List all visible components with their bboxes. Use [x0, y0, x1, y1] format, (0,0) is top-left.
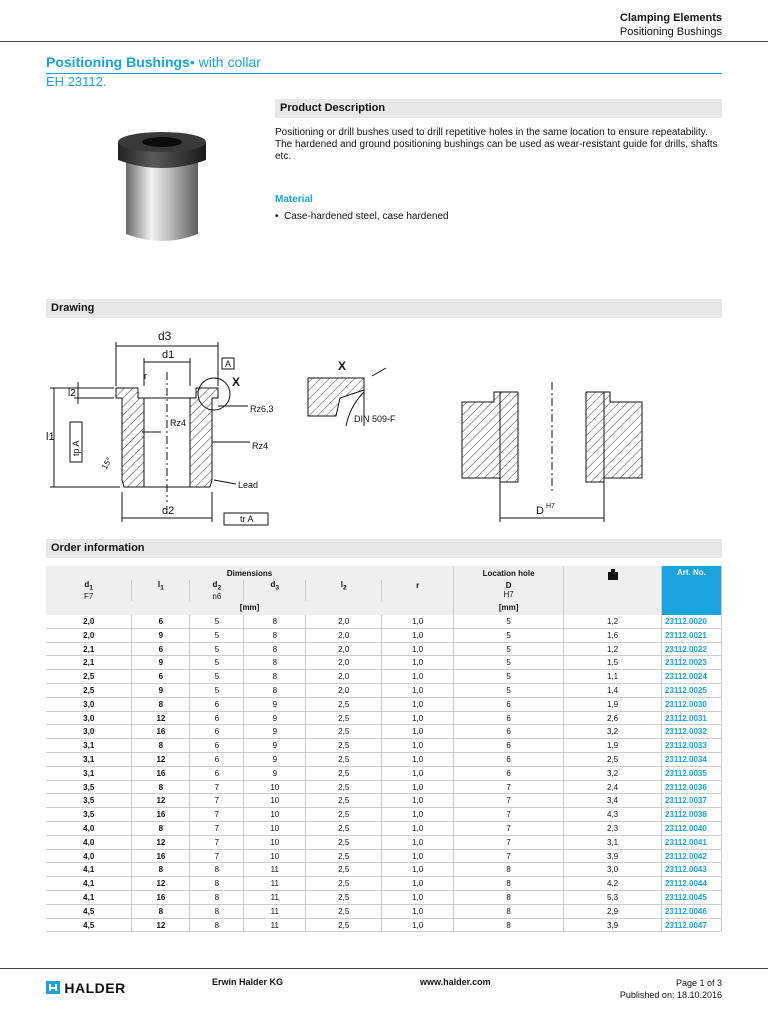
table-cell: 3,2	[564, 725, 662, 739]
table-cell: 9	[244, 753, 306, 767]
table-cell: 16	[132, 808, 190, 822]
table-cell: 3,9	[564, 849, 662, 863]
table-cell: 2,0	[46, 615, 132, 629]
table-cell: 10	[244, 835, 306, 849]
table-cell: 9	[244, 697, 306, 711]
table-cell: 1,0	[382, 904, 454, 918]
table-cell: 2,5	[306, 725, 382, 739]
table-cell: 2,5	[564, 753, 662, 767]
table-cell: 3,5	[46, 794, 132, 808]
table-row	[46, 835, 722, 849]
table-cell: 3,0	[46, 725, 132, 739]
art-no-link[interactable]: 23112.0043	[661, 863, 721, 877]
art-no-link[interactable]: 23112.0022	[661, 642, 721, 656]
label-l1: l1	[46, 431, 55, 443]
unit-mm-header: [mm]	[46, 601, 454, 615]
material-text: Case-hardened steel, case hardened	[284, 211, 449, 222]
table-cell: 5	[190, 656, 244, 670]
table-cell: 3,5	[46, 808, 132, 822]
table-cell: 2,0	[46, 628, 132, 642]
table-row	[46, 780, 722, 794]
table-cell: 2,5	[306, 822, 382, 836]
label-din: DIN 509-F	[354, 414, 396, 424]
table-cell: 12	[132, 711, 190, 725]
art-no-link[interactable]: 23112.0036	[661, 780, 721, 794]
table-cell: 1,0	[382, 670, 454, 684]
table-cell: 6	[190, 766, 244, 780]
table-cell: 4,2	[564, 877, 662, 891]
table-cell: 8	[190, 918, 244, 932]
col-d1-sub: F7	[84, 591, 94, 601]
table-cell: 10	[244, 808, 306, 822]
product-code: EH 23112.	[46, 74, 107, 89]
table-cell: 4,1	[46, 891, 132, 905]
table-cell: 8	[454, 877, 564, 891]
table-cell: 5	[190, 615, 244, 629]
table-cell: 1,5	[564, 656, 662, 670]
table-cell: 8	[132, 780, 190, 794]
label-d1: d1	[162, 349, 175, 361]
product-description	[275, 127, 722, 163]
table-cell: 6	[132, 615, 190, 629]
page-header	[620, 11, 722, 39]
table-cell: 6	[454, 753, 564, 767]
table-cell: 8	[454, 904, 564, 918]
table-row	[46, 684, 722, 698]
art-no-link[interactable]: 23112.0045	[661, 891, 721, 905]
table-row	[46, 628, 722, 642]
logo-icon	[46, 981, 60, 994]
table-row	[46, 670, 722, 684]
table-cell: 8	[132, 863, 190, 877]
table-cell: 7	[454, 794, 564, 808]
art-no-link[interactable]: 23112.0038	[661, 808, 721, 822]
label-rz4-inner: Rz4	[170, 418, 187, 428]
table-cell: 4,5	[46, 918, 132, 932]
label-datum-a: A	[225, 359, 232, 369]
table-cell: 8	[132, 739, 190, 753]
table-cell: 7	[454, 849, 564, 863]
table-cell: 7	[190, 794, 244, 808]
table-row	[46, 904, 722, 918]
table-cell: 7	[190, 780, 244, 794]
table-cell: 6	[454, 711, 564, 725]
table-cell: 1,0	[382, 863, 454, 877]
table-cell: 8	[190, 904, 244, 918]
footer-divider	[0, 968, 768, 969]
table-cell: 3,1	[46, 766, 132, 780]
table-cell: 1,0	[382, 918, 454, 932]
table-cell: 16	[132, 891, 190, 905]
table-cell: 1,0	[382, 739, 454, 753]
table-cell: 8	[454, 918, 564, 932]
table-cell: 6	[454, 697, 564, 711]
col-d3-header: $d_3$	[244, 580, 306, 601]
table-cell: 5	[190, 628, 244, 642]
description-text-1: Positioning or drill bushes used to drill repetitive holes in the same location to ensure repeatability.	[275, 127, 708, 138]
table-cell: 3,0	[46, 697, 132, 711]
table-cell: 7	[454, 822, 564, 836]
table-cell: 2,1	[46, 656, 132, 670]
table-cell: 4,0	[46, 849, 132, 863]
material-heading: Material	[275, 194, 313, 205]
product-image	[112, 128, 212, 248]
col-r-name: r	[416, 581, 420, 591]
table-cell: 2,5	[306, 877, 382, 891]
table-cell: 4,5	[46, 904, 132, 918]
table-cell: 6	[190, 725, 244, 739]
col-D-sub: H7	[503, 590, 514, 600]
table-cell: 1,4	[564, 684, 662, 698]
table-cell: 2,9	[564, 904, 662, 918]
col-l1-header: $l_1$	[132, 580, 190, 601]
table-cell: 6	[454, 725, 564, 739]
header-divider	[0, 41, 768, 42]
col-r-header	[382, 580, 454, 601]
table-cell: 3,1	[564, 835, 662, 849]
weight-header	[564, 566, 662, 615]
table-cell: 2,0	[306, 615, 382, 629]
table-cell: 1,0	[382, 766, 454, 780]
table-cell: 11	[244, 891, 306, 905]
table-cell: 1,0	[382, 697, 454, 711]
art-no-link[interactable]: 23112.0041	[661, 835, 721, 849]
label-d2: d2	[162, 505, 175, 517]
table-cell: 3,2	[564, 766, 662, 780]
label-dh7: D	[536, 505, 544, 517]
halder-logo	[46, 980, 126, 996]
col-d2-header: $d_2$ n6	[190, 580, 244, 601]
table-cell: 1,2	[564, 642, 662, 656]
table-cell: 8	[244, 684, 306, 698]
table-cell: 9	[132, 656, 190, 670]
title-bold: Positioning Bushings	[46, 54, 190, 70]
table-cell: 2,5	[306, 849, 382, 863]
footer-company: Erwin Halder KG	[212, 977, 284, 987]
table-cell: 11	[244, 904, 306, 918]
label-rz63: Rz6,3	[250, 404, 274, 414]
table-cell: 6	[454, 739, 564, 753]
table-row	[46, 642, 722, 656]
table-cell: 1,0	[382, 794, 454, 808]
location-hole-header: Location hole	[454, 566, 564, 580]
table-cell: 2,4	[564, 780, 662, 794]
table-cell: 7	[190, 822, 244, 836]
table-cell: 16	[132, 725, 190, 739]
table-cell: 2,5	[306, 766, 382, 780]
table-cell: 1,0	[382, 877, 454, 891]
label-tp-a: tp A	[71, 440, 81, 456]
header-category: Clamping Elements	[619, 12, 722, 24]
art-no-link[interactable]: 23112.0033	[661, 739, 721, 753]
label-tr-a: tr A	[240, 514, 254, 524]
table-cell: 3,5	[46, 780, 132, 794]
table-cell: 8	[190, 891, 244, 905]
table-cell: 9	[132, 684, 190, 698]
label-detail-x: X	[338, 359, 347, 373]
table-cell: 6	[190, 739, 244, 753]
table-cell: 1,0	[382, 684, 454, 698]
table-cell: 9	[132, 628, 190, 642]
table-row	[46, 725, 722, 739]
table-cell: 12	[132, 753, 190, 767]
table-cell: 8	[132, 904, 190, 918]
table-cell: 1,0	[382, 753, 454, 767]
table-cell: 8	[132, 697, 190, 711]
table-cell: 3,1	[46, 753, 132, 767]
table-cell: 1,0	[382, 822, 454, 836]
table-cell: 5	[454, 628, 564, 642]
footer-page: Page 1 of 3	[675, 978, 722, 988]
table-cell: 5	[454, 615, 564, 629]
table-cell: 8	[244, 615, 306, 629]
table-cell: 2,5	[306, 780, 382, 794]
table-row	[46, 877, 722, 891]
table-cell: 1,9	[564, 697, 662, 711]
table-cell: 5,3	[564, 891, 662, 905]
table-cell: 6	[132, 670, 190, 684]
table-cell: 1,0	[382, 725, 454, 739]
table-cell: 8	[454, 891, 564, 905]
art-no-link[interactable]: 23112.0030	[661, 697, 721, 711]
table-cell: 3,9	[564, 918, 662, 932]
table-cell: 1,0	[382, 711, 454, 725]
logo-text: HALDER	[64, 980, 126, 996]
table-cell: 1,0	[382, 780, 454, 794]
label-lead: Lead	[238, 480, 259, 490]
label-h7: H7	[546, 503, 555, 510]
table-cell: 5	[190, 642, 244, 656]
label-angle: 15°	[99, 456, 114, 471]
table-cell: 12	[132, 918, 190, 932]
art-no-link[interactable]: 23112.0031	[661, 711, 721, 725]
table-cell: 1,2	[564, 615, 662, 629]
table-cell: 8	[190, 877, 244, 891]
table-cell: 2,5	[306, 835, 382, 849]
table-row	[46, 822, 722, 836]
table-row	[46, 849, 722, 863]
title-underline	[46, 73, 722, 74]
table-cell: 9	[244, 739, 306, 753]
table-row	[46, 794, 722, 808]
page-title	[46, 54, 261, 70]
table-cell: 10	[244, 849, 306, 863]
table-cell: 2,0	[306, 684, 382, 698]
table-cell: 5	[190, 684, 244, 698]
technical-drawing	[46, 322, 722, 527]
table-cell: 12	[132, 877, 190, 891]
table-cell: 2,5	[306, 863, 382, 877]
table-cell: 10	[244, 780, 306, 794]
table-cell: 4,3	[564, 808, 662, 822]
table-cell: 2,5	[306, 918, 382, 932]
art-no-header: Art. No.	[661, 566, 721, 615]
unit-mm-location: [mm]	[454, 601, 564, 615]
table-cell: 2,5	[46, 684, 132, 698]
table-cell: 2,0	[306, 628, 382, 642]
table-cell: 3,4	[564, 794, 662, 808]
table-cell: 3,0	[564, 863, 662, 877]
table-cell: 12	[132, 794, 190, 808]
table-cell: 2,5	[306, 753, 382, 767]
footer-page-info	[620, 977, 722, 1001]
art-no-link[interactable]: 23112.0044	[661, 877, 721, 891]
art-no-link[interactable]: 23112.0035	[661, 766, 721, 780]
col-d1-header: $d_1$ F7	[46, 580, 132, 601]
label-r: r	[144, 371, 147, 381]
table-cell: 7	[454, 835, 564, 849]
table-cell: 1,9	[564, 739, 662, 753]
table-cell: 2,5	[306, 808, 382, 822]
table-cell: 11	[244, 863, 306, 877]
table-row	[46, 918, 722, 932]
art-no-link[interactable]: 23112.0037	[661, 794, 721, 808]
table-cell: 1,1	[564, 670, 662, 684]
table-cell: 8	[244, 656, 306, 670]
table-cell: 2,0	[306, 642, 382, 656]
table-row	[46, 766, 722, 780]
table-cell: 6	[190, 711, 244, 725]
art-no-link[interactable]: 23112.0024	[661, 670, 721, 684]
col-d2-sub: n6	[212, 591, 222, 601]
table-cell: 10	[244, 822, 306, 836]
dimensions-group-header: Dimensions	[46, 566, 454, 580]
footer-website[interactable]: www.halder.com	[420, 977, 491, 987]
table-cell: 16	[132, 849, 190, 863]
table-row	[46, 753, 722, 767]
table-row	[46, 711, 722, 725]
table-cell: 1,0	[382, 656, 454, 670]
art-no-link[interactable]: 23112.0046	[661, 904, 721, 918]
table-cell: 7	[190, 808, 244, 822]
table-cell: 2,5	[306, 711, 382, 725]
table-row	[46, 863, 722, 877]
table-cell: 4,0	[46, 835, 132, 849]
table-cell: 6	[190, 697, 244, 711]
table-cell: 9	[244, 725, 306, 739]
table-row	[46, 739, 722, 753]
table-cell: 8	[190, 863, 244, 877]
table-cell: 2,5	[306, 904, 382, 918]
material-item: • Case-hardened steel, case hardened	[275, 211, 449, 222]
table-cell: 1,0	[382, 628, 454, 642]
table-cell: 7	[190, 849, 244, 863]
order-table-body	[46, 615, 722, 932]
table-row	[46, 697, 722, 711]
table-cell: 5	[454, 684, 564, 698]
table-cell: 5	[454, 656, 564, 670]
table-cell: 2,0	[306, 670, 382, 684]
col-D-name: D	[505, 581, 512, 591]
label-d3: d3	[158, 329, 172, 343]
table-cell: 2,5	[306, 739, 382, 753]
weight-icon	[607, 568, 619, 580]
table-cell: 9	[244, 711, 306, 725]
table-cell: 1,0	[382, 891, 454, 905]
table-cell: 10	[244, 794, 306, 808]
table-cell: 6	[132, 642, 190, 656]
art-no-link[interactable]: 23112.0025	[661, 684, 721, 698]
table-cell: 2,0	[306, 656, 382, 670]
table-cell: 9	[244, 766, 306, 780]
table-cell: 1,0	[382, 835, 454, 849]
description-text-2: The hardened and ground positioning bushings can be used as wear-resistant guide for drills, shafts etc.	[275, 139, 718, 162]
footer-published: Published on: 18.10.2016	[619, 990, 722, 1000]
table-cell: 2,6	[564, 711, 662, 725]
table-row	[46, 615, 722, 629]
table-cell: 1,0	[382, 642, 454, 656]
table-cell: 3,0	[46, 711, 132, 725]
art-no-link[interactable]: 23112.0034	[661, 753, 721, 767]
table-cell: 1,0	[382, 615, 454, 629]
header-subcategory: Positioning Bushings	[619, 26, 722, 38]
table-cell: 7	[454, 808, 564, 822]
table-cell: 8	[244, 670, 306, 684]
table-cell: 8	[454, 863, 564, 877]
col-D-header	[454, 580, 564, 601]
table-cell: 5	[454, 670, 564, 684]
table-cell: 11	[244, 877, 306, 891]
table-cell: 1,0	[382, 808, 454, 822]
label-l2: l2	[68, 388, 76, 399]
table-row	[46, 808, 722, 822]
table-cell: 2,1	[46, 642, 132, 656]
table-cell: 4,1	[46, 863, 132, 877]
label-rz4-outer: Rz4	[252, 441, 269, 451]
art-no-link[interactable]: 23112.0047	[661, 918, 721, 932]
product-description-heading: Product Description	[275, 99, 722, 118]
table-cell: 5	[454, 642, 564, 656]
table-cell: 6	[190, 753, 244, 767]
label-x: X	[232, 375, 241, 389]
art-no-link[interactable]: 23112.0020	[661, 615, 721, 629]
table-row	[46, 656, 722, 670]
table-cell: 1,6	[564, 628, 662, 642]
table-cell: 5	[190, 670, 244, 684]
table-cell: 3,1	[46, 739, 132, 753]
table-cell: 6	[454, 766, 564, 780]
table-cell: 7	[190, 835, 244, 849]
table-cell: 2,3	[564, 822, 662, 836]
table-cell: 8	[244, 642, 306, 656]
order-table	[46, 566, 722, 932]
table-cell: 16	[132, 766, 190, 780]
drawing-heading: Drawing	[46, 299, 722, 318]
table-row	[46, 891, 722, 905]
table-cell: 7	[454, 780, 564, 794]
art-no-link[interactable]: 23112.0023	[661, 656, 721, 670]
title-rest: • with collar	[189, 54, 261, 70]
table-cell: 1,0	[382, 849, 454, 863]
table-cell: 8	[244, 628, 306, 642]
table-cell: 12	[132, 835, 190, 849]
art-no-link[interactable]: 23112.0032	[661, 725, 721, 739]
col-l2-header: $l_2$	[306, 580, 382, 601]
table-cell: 2,5	[306, 697, 382, 711]
table-cell: 2,5	[306, 891, 382, 905]
table-cell: 4,0	[46, 822, 132, 836]
table-cell: 11	[244, 918, 306, 932]
table-cell: 4,1	[46, 877, 132, 891]
table-cell: 2,5	[46, 670, 132, 684]
art-no-link[interactable]: 23112.0042	[661, 849, 721, 863]
table-cell: 2,5	[306, 794, 382, 808]
order-information-heading: Order information	[46, 539, 722, 558]
art-no-link[interactable]: 23112.0021	[661, 628, 721, 642]
art-no-link[interactable]: 23112.0040	[661, 822, 721, 836]
table-cell: 8	[132, 822, 190, 836]
